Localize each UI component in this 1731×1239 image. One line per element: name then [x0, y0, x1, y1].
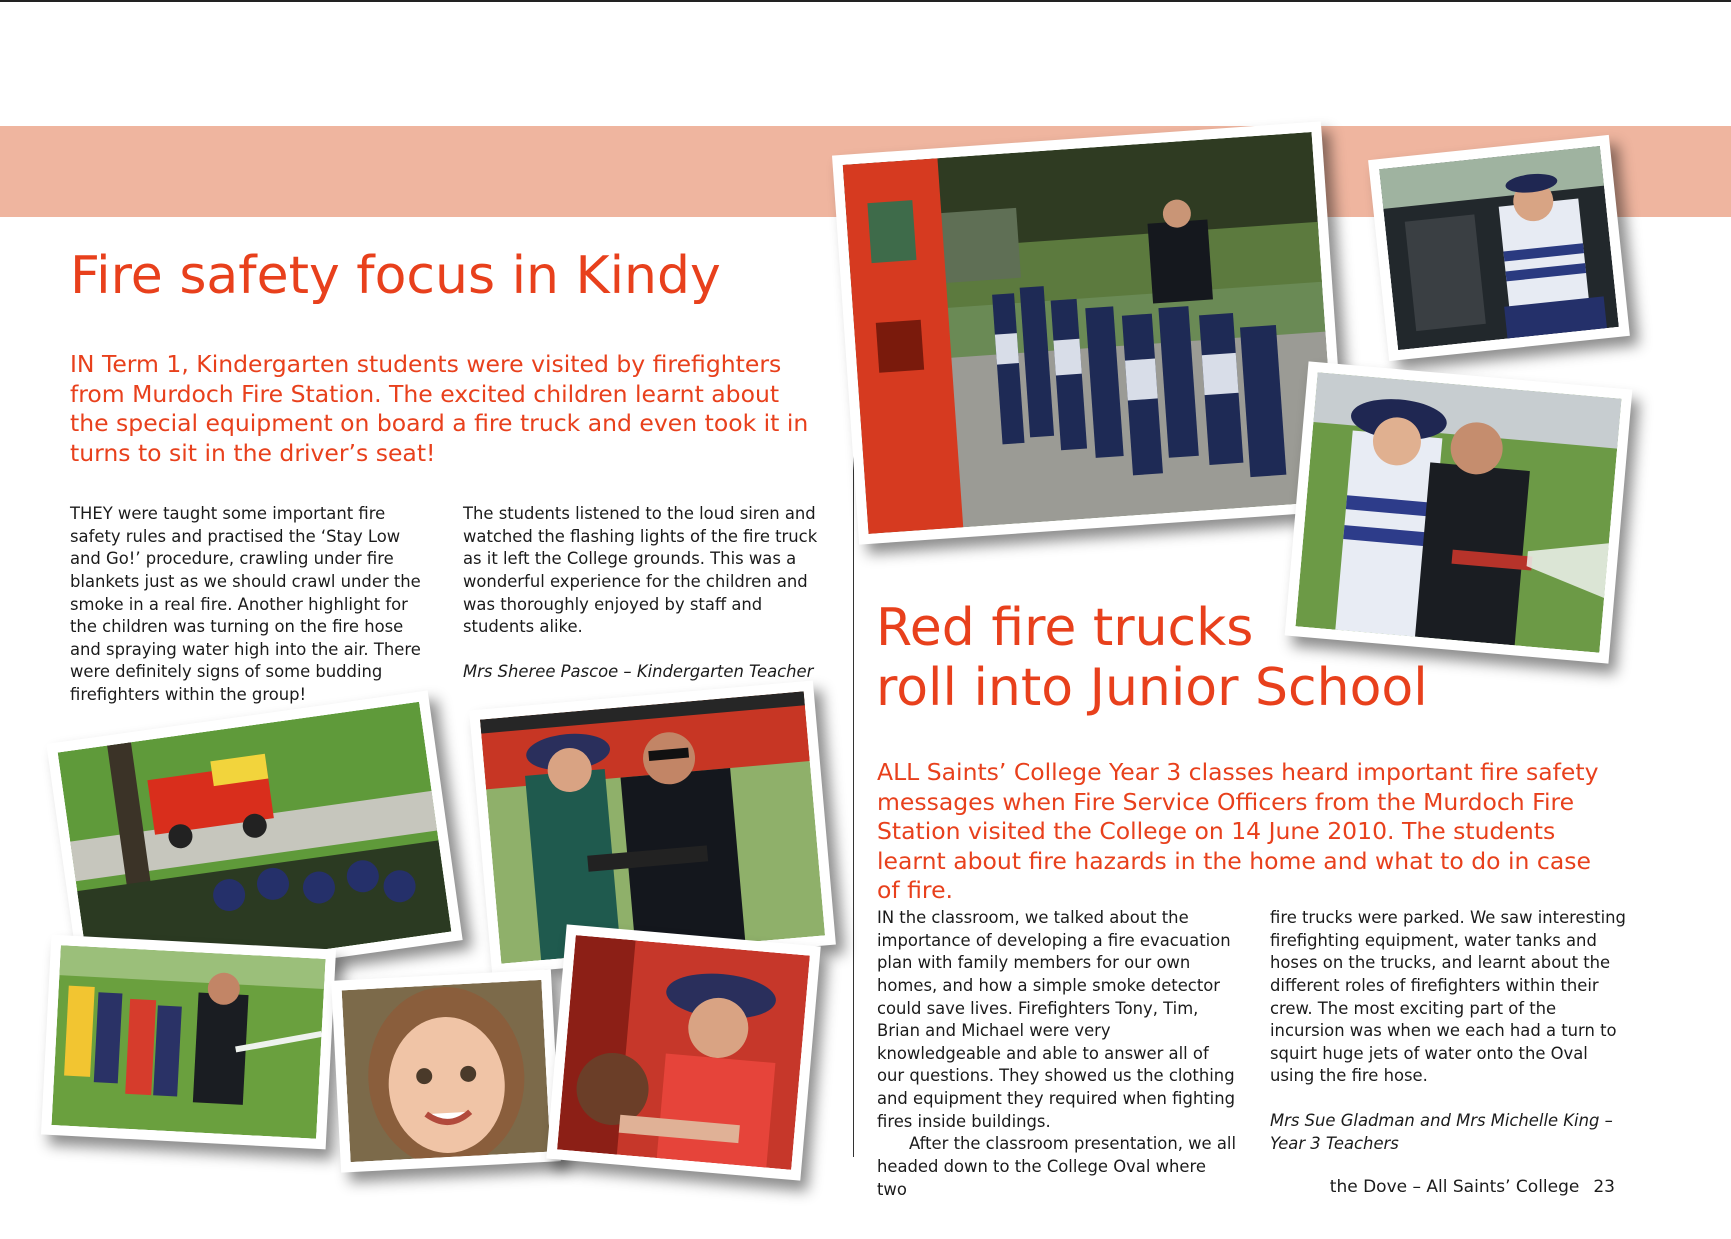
photo-girl-climbing-truck-image [557, 935, 810, 1170]
photo-boy-with-firefighter [469, 680, 836, 974]
credit-line-2: Year 3 Teachers [1270, 1133, 1399, 1153]
top-rule [0, 0, 1731, 2]
photo-girl-in-truck [1368, 135, 1630, 361]
photo-students-at-truck-image [843, 132, 1338, 534]
trucks-body-text-3: fire trucks were parked. We saw interesting firefighting equipment, water tanks and hoses on the trucks, and learnt about the different roles of firefighters within their crew. The most exciting part of the incursion was when we each had a turn to squirt huge jets of water onto the Oval using the fire hose. [1270, 908, 1626, 1086]
kindy-column-1 [70, 503, 430, 707]
trucks-credit [1270, 1110, 1630, 1155]
photo-smiling-girl [331, 969, 561, 1172]
article-intro-kindy: IN Term 1, Kindergarten students were visited by firefighters from Murdoch Fire Station. The excited children learnt about the special equipment on board a fire truck and even took it in turns to sit in the driver’s seat! [70, 350, 809, 467]
publication-name: the Dove – All Saints’ College [1329, 1177, 1580, 1197]
credit-line-1: Mrs Sue Gladman and Mrs Michelle King – [1270, 1111, 1613, 1131]
trucks-body-text-2: After the classroom presentation, we all headed down to the College Oval where two [877, 1134, 1236, 1199]
title-line-1: Red fire trucks [876, 598, 1254, 658]
trucks-body-text-1: IN the classroom, we talked about the importance of developing a fire evacuation plan with family members for our own homes, and how a simple smoke detector could save lives. Firefighters Tony, Tim, Brian and Michael were very knowledgeable and able to answer all of our questions. They showed us the clothing and equipment they required when fighting fires inside buildings. [877, 908, 1236, 1131]
kindy-column-2 [463, 503, 833, 683]
kindy-credit: Mrs Sheree Pascoe – Kindergarten Teacher [463, 661, 814, 681]
photo-girl-with-hose [1285, 361, 1633, 663]
photo-girl-in-truck-image [1379, 146, 1619, 350]
page-number: 23 [1593, 1177, 1615, 1197]
photo-girl-climbing-truck [546, 924, 821, 1180]
photo-girl-with-hose-image [1295, 372, 1621, 653]
page-footer [1330, 1177, 1615, 1197]
trucks-column-2 [1270, 907, 1630, 1155]
trucks-column-1 [877, 907, 1237, 1201]
title-line-2: roll into Junior School [876, 658, 1428, 719]
article-title-kindy: Fire safety focus in Kindy [70, 246, 721, 306]
photo-kids-spraying-hose-image [51, 945, 325, 1139]
kindy-body-text-1: THEY were taught some important fire safety rules and practised the ‘Stay Low and Go!’ procedure, crawling under fire blankets just as we should crawl under the smoke in a real fire. Another highlight for the children was turning on the fire hose and spraying water high into the air. There were definitely signs of some budding firefighters within the group! [70, 504, 421, 705]
photo-boy-with-firefighter-image [480, 691, 825, 963]
photo-students-at-truck [832, 121, 1348, 544]
photo-kids-spraying-hose [41, 935, 336, 1150]
article-intro-trucks: ALL Saints’ College Year 3 classes heard important fire safety messages when Fire Service Officers from the Murdoch Fire Station visited the College on 14 June 2010. The students learnt about fire hazards in the home and what to do in case of fire. [877, 758, 1599, 905]
photo-smiling-girl-image [342, 980, 551, 1162]
kindy-body-text-2: The students listened to the loud siren and watched the flashing lights of the fire truck as it left the College grounds. This was a wonderful experience for the children and was thoroughly enjoyed by staff and students alike. [463, 504, 818, 637]
